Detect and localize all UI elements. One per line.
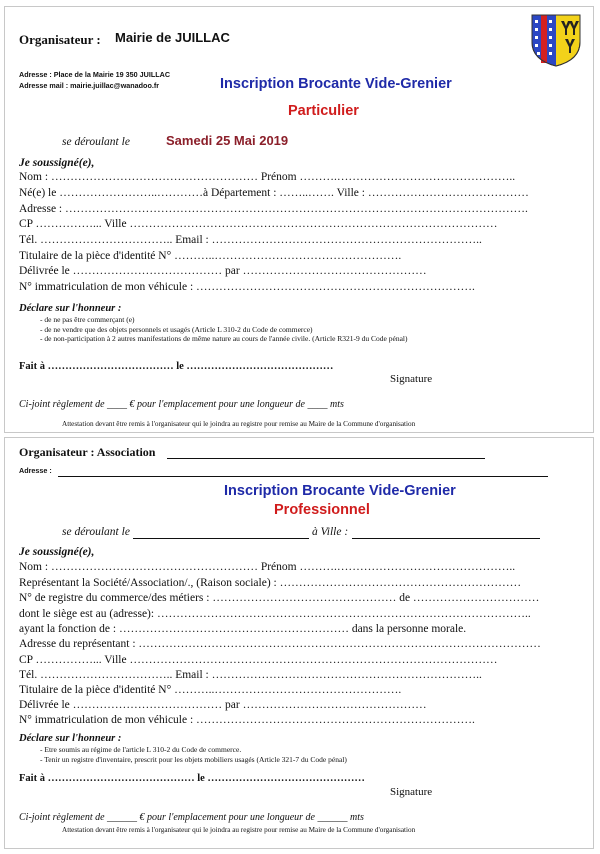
- declarations-list: [40, 745, 347, 764]
- organizer-label: Organisateur :: [19, 32, 101, 47]
- association-label: Organisateur : Association: [19, 445, 156, 459]
- field-phone-email[interactable]: Tél. …………………………….. Email : ……………………………………………………………..: [19, 669, 482, 681]
- field-headquarters[interactable]: dont le siège est au (adresse): ……………………………………………………………………………………..: [19, 608, 531, 620]
- undersigned-label: Je soussigné(e),: [19, 546, 95, 558]
- field-id-number[interactable]: Titulaire de la pièce d'identité N° ………..………………………………………….: [19, 684, 402, 696]
- organizer-address: Adresse : Place de la Mairie 19 350 JUILLAC: [19, 70, 171, 79]
- fait-line[interactable]: Fait à ……………………………… le ……………………………………: [19, 361, 334, 372]
- field-id-number[interactable]: Titulaire de la pièce d'identité N° ………..………………………………………….: [19, 250, 402, 262]
- association-address-blank[interactable]: [58, 476, 548, 477]
- field-representative-address[interactable]: Adresse du représentant : ……………………………………………………………………………………………: [19, 638, 541, 650]
- declaration-item: - Tenir un registre d'inventaire, prescrit pour les objets mobiliers usagés (Article 321-7 du Code pénal): [40, 755, 347, 765]
- form-title: Inscription Brocante Vide-Grenier: [224, 483, 456, 499]
- date-prefix: se déroulant le: [62, 136, 130, 148]
- payment-line[interactable]: Ci-joint règlement de ____ € pour l'emplacement pour une longueur de ____ mts: [19, 399, 344, 410]
- declaration-item: - de ne pas être commerçant (e): [40, 315, 407, 325]
- declaration-item: - de ne vendre que des objets personnels et usagés (Article L 310-2 du Code de commerce): [40, 325, 407, 335]
- municipal-crest-icon: [528, 12, 584, 68]
- field-name[interactable]: Nom : ……………………………………………… Prénom ……….………………………………………..: [19, 561, 516, 573]
- form-title: Inscription Brocante Vide-Grenier: [220, 76, 452, 92]
- attestation-note: Attestation devant être remis à l'organisateur qui le joindra au registre pour remise au Maire de la Commune d'organisation: [62, 826, 416, 834]
- undersigned-label: Je soussigné(e),: [19, 157, 95, 169]
- field-issued[interactable]: Délivrée le ………………………………… par …………………………………………: [19, 265, 427, 277]
- fait-line[interactable]: Fait à …………………………………… le ………………………………………: [19, 773, 365, 784]
- signature-label: Signature: [390, 373, 433, 385]
- field-postcode-city[interactable]: CP ……………... Ville ……………………………………………………………………………………: [19, 218, 498, 230]
- association-address-label: Adresse :: [19, 466, 52, 475]
- field-vehicle[interactable]: N° immatriculation de mon véhicule : ……………………………………………………………….: [19, 281, 475, 293]
- declare-title: Déclare sur l'honneur :: [19, 303, 122, 314]
- declarations-list: [40, 315, 407, 344]
- field-function[interactable]: ayant la fonction de : …………………………………………………… dans la personne morale.: [19, 623, 467, 635]
- field-trade-register[interactable]: N° de registre du commerce/des métiers : ………………………………………… de ……………………………: [19, 592, 540, 604]
- date-prefix: se déroulant le: [62, 526, 130, 538]
- field-birth[interactable]: Né(e) le ……………………..…………à Département : ……..……. Ville : ……………………………………: [19, 187, 529, 199]
- payment-line[interactable]: Ci-joint règlement de ______ € pour l'emplacement pour une longueur de ______ mts: [19, 812, 364, 823]
- attestation-note: Attestation devant être remis à l'organisateur qui le joindra au registre pour remise au Maire de la Commune d'organisation: [62, 420, 416, 428]
- field-postcode-city[interactable]: CP ……………... Ville ……………………………………………………………………………………: [19, 654, 498, 666]
- city-label: à Ville :: [312, 526, 349, 538]
- field-phone-email[interactable]: Tél. …………………………….. Email : ……………………………………………………………..: [19, 234, 482, 246]
- field-address[interactable]: Adresse : ………………………………………………………………………………………………………….: [19, 203, 528, 215]
- signature-label: Signature: [390, 786, 433, 798]
- organizer-name: Mairie de JUILLAC: [115, 30, 230, 45]
- organizer-email: Adresse mail : mairie.juillac@wanadoo.fr: [19, 81, 160, 90]
- event-date-blank[interactable]: [133, 538, 309, 539]
- form-subtitle: Particulier: [288, 103, 359, 119]
- declaration-item: - Etre soumis au régime de l'article L 310-2 du Code de commerce.: [40, 745, 347, 755]
- event-city-blank[interactable]: [352, 538, 540, 539]
- declare-title: Déclare sur l'honneur :: [19, 733, 122, 744]
- field-vehicle[interactable]: N° immatriculation de mon véhicule : ……………………………………………………………….: [19, 714, 475, 726]
- declaration-item: - de non-participation à 2 autres manifestations de même nature au cours de l'année civile. (Article R321-9 du Code pénal): [40, 334, 407, 344]
- field-issued[interactable]: Délivrée le ………………………………… par …………………………………………: [19, 699, 427, 711]
- association-name-blank[interactable]: [167, 458, 485, 459]
- field-name[interactable]: Nom : ……………………………………………… Prénom ……….………………………………………..: [19, 171, 516, 183]
- event-date: Samedi 25 Mai 2019: [166, 133, 289, 148]
- form-subtitle: Professionnel: [274, 502, 370, 518]
- field-company[interactable]: Représentant la Société/Association/., (Raison sociale) : ………………………………………………………: [19, 577, 522, 589]
